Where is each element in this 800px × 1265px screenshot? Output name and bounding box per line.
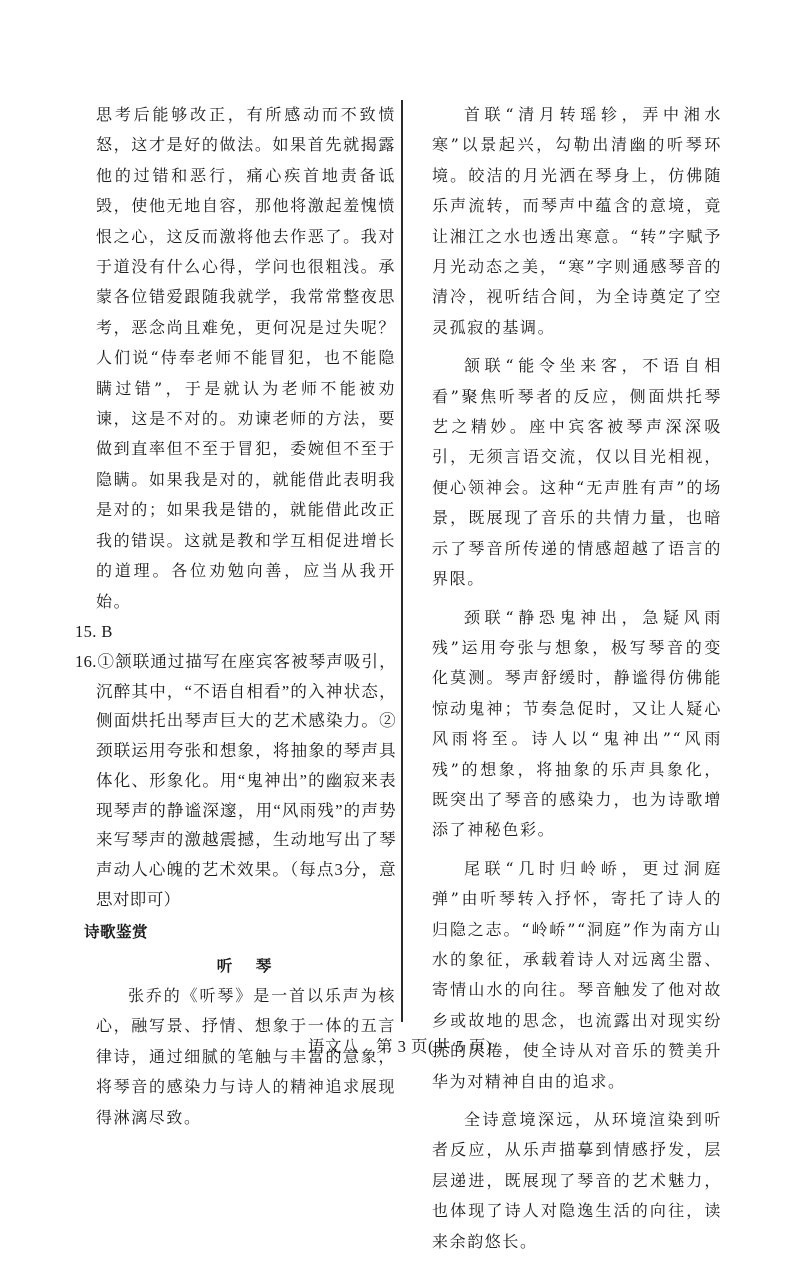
column-divider — [401, 100, 403, 1022]
answer-15-value: B — [101, 621, 113, 641]
section-heading: 诗歌鉴赏 — [84, 922, 149, 941]
page-footer: 语文八 第 3 页(共 5 页) — [308, 1037, 492, 1056]
right-column — [432, 100, 722, 1265]
answer-15 — [75, 617, 396, 647]
answer-16 — [75, 647, 396, 915]
left-column — [75, 100, 396, 1133]
question-number-16: 16. — [75, 651, 97, 671]
analysis-paragraph-couplet-3: 颈联“静恐鬼神出，急疑风雨残”运用夸张与想象，极写琴音的变化莫测。琴声舒缓时，静谧得仿佛能惊动鬼神；节奏急促时，又让人疑心风雨将至。诗人以“鬼神出”“风雨残”的想象，将抽象的乐声具象化，既突出了琴音的感染力，也为诗歌增添了神秘色彩。 — [432, 607, 722, 840]
analysis-paragraph-couplet-2: 颔联“能令坐来客，不语自相看”聚焦听琴者的反应，侧面烘托琴艺之精妙。座中宾客被琴声深深吸引，无须言语交流，仅以目光相视，便心领神会。这种“无声胜有声”的场景，既展现了音乐的共情力量，也暗示了琴音所传递的情感超越了语言的界限。 — [432, 356, 722, 589]
analysis-paragraph-summary: 全诗意境深远，从环境渲染到听者反应，从乐声描摹到情感抒发，层层递进，既展现了琴音的艺术魅力，也体现了诗人对隐逸生活的向往，读来余韵悠长。 — [432, 1110, 722, 1251]
analysis-paragraph-couplet-1: 首联“清月转瑶轸，弄中湘水寒”以景起兴，勾勒出清幽的听琴环境。皎洁的月光洒在琴身上，仿佛随乐声流转，而琴声中蕴含的意境，竟让湘江之水也透出寒意。“转”字赋予月光动态之美，“寒”字则通感琴音的清冷，视听结合间，为全诗奠定了空灵孤寂的基调。 — [432, 105, 722, 337]
analysis-paragraph-couplet-4: 尾联“几时归岭峤，更过洞庭弹”由听琴转入抒怀，寄托了诗人的归隐之志。“岭峤”“洞庭”作为南方山水的象征，承载着诗人对远离尘嚣、寄情山水的向往。琴音触发了他对故乡或故地的思念，也流露出对现实纷扰的厌倦，使全诗从对音乐的赞美升华为对精神自由的追求。 — [432, 858, 722, 1091]
poem-title: 听 琴 — [216, 956, 276, 975]
translation-continuation: 思考后能够改正，有所感动而不致愤怒，这才是好的做法。如果首先就揭露他的过错和恶行，痛心疾首地责备诋毁，使他无地自容，那他将激起羞愧愤恨之心，这反而激将他去作恶了。我对于道没有什么心得，学问也很粗浅。承蒙各位错爱跟随我就学，我常常整夜思考，恶念尚且难免，更何况是过失呢？人们说“侍奉老师不能冒犯，也不能隐瞒过错”，于是就认为老师不能被劝谏，这是不对的。劝谏老师的方法，要做到直率但不至于冒犯，委婉但不至于隐瞒。如果我是对的，就能借此表明我是对的；如果我是错的，就能借此改正我的错误。这就是教和学互相促进增长的道理。各位劝勉向善，应当从我开始。 — [96, 105, 396, 611]
answer-16-text: ①颔联通过描写在座宾客被琴声吸引，沉醉其中，“不语自相看”的入神状态，侧面烘托出琴声巨大的艺术感染力。②颈联运用夸张和想象，将抽象的琴声具体化、形象化。用“鬼神出”的幽寂来表现琴声的静谧深邃，用“风雨残”的声势来写琴声的激越震撼，生动地写出了琴声动人心魄的艺术效果。（每点3分，意思对即可） — [96, 651, 396, 910]
question-number-15: 15. — [75, 621, 97, 641]
poem-intro-paragraph: 张乔的《听琴》是一首以乐声为核心，融写景、抒情、想象于一体的五言律诗，通过细腻的笔触与丰富的意象，将琴音的感染力与诗人的精神追求展现得淋漓尽致。 — [96, 985, 396, 1127]
